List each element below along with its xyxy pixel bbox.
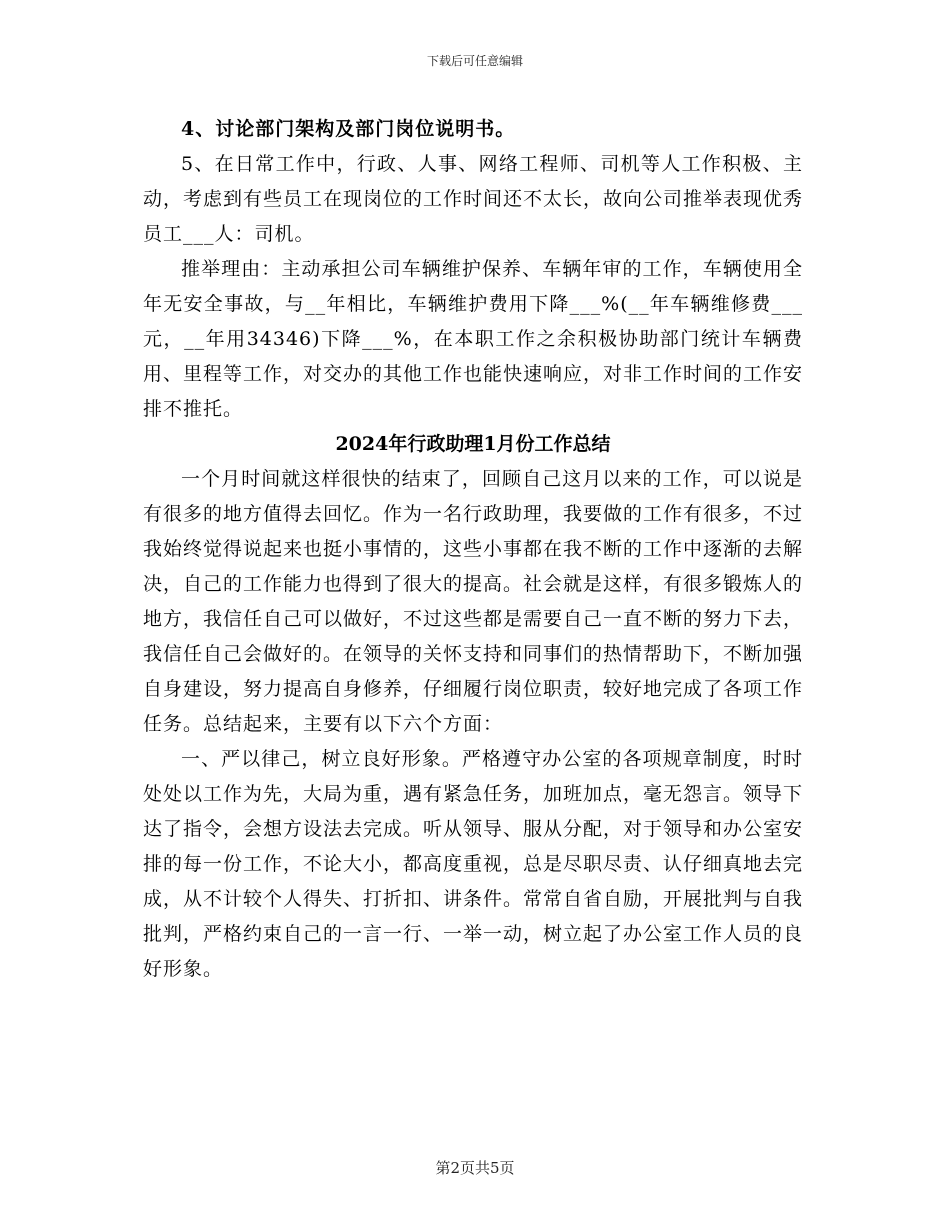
- document-body: [143, 112, 803, 987]
- section-title: 2024年行政助理1月份工作总结: [335, 433, 611, 455]
- paragraph-item-5: 5、在日常工作中，行政、人事、网络工程师、司机等人工作积极、主动，考虑到有些员工在现岗位的工作时间还不太长，故向公司推举表现优秀员工___人：司机。: [143, 153, 804, 245]
- paragraph-intro: 一个月时间就这样很快的结束了，回顾自己这月以来的工作，可以说是有很多的地方值得去回忆。作为一名行政助理，我要做的工作有很多，不过我始终觉得说起来也挺小事情的，这些小事都在我不断的工作中逐渐的去解决，自己的工作能力也得到了很大的提高。社会就是这样，有很多锻炼人的地方，我信任自己可以做好，不过这些都是需要自己一直不断的努力下去，我信任自己会做好的。在领导的关怀支持和同事们的热情帮助下，不断加强自身建设，努力提高自身修养，仔细履行岗位职责，较好地完成了各项工作任务。总结起来，主要有以下六个方面：: [143, 468, 804, 735]
- paragraph-point-one: 一、严以律己，树立良好形象。严格遵守办公室的各项规章制度，时时处处以工作为先，大局为重，遇有紧急任务，加班加点，毫无怨言。领导下达了指令，会想方设法去完成。听从领导、服从分配，对于领导和办公室安排的每一份工作，不论大小，都高度重视，总是尽职尽责、认仔细真地去完成，从不计较个人得失、打折扣、讲条件。常常自省自励，开展批判与自我批判，严格约束自己的一言一行、一举一动，树立起了办公室工作人员的良好形象。: [143, 748, 804, 980]
- paragraph-item-4: 4、讨论部门架构及部门岗位说明书。: [181, 118, 516, 140]
- page-footer-page-number: 第2页共5页: [435, 1159, 515, 1177]
- page-header-note: 下载后可任意编辑: [426, 54, 523, 68]
- paragraph-recommendation-reason: 推举理由：主动承担公司车辆维护保养、车辆年审的工作，车辆使用全年无安全事故，与__年相比，车辆维护费用下降___%(__年车辆维修费___元，__年用34346)下降___%，在本职工作之余积极协助部门统计车辆费用、里程等工作，对交办的其他工作也能快速响应，对非工作时间的工作安排不推托。: [143, 258, 804, 420]
